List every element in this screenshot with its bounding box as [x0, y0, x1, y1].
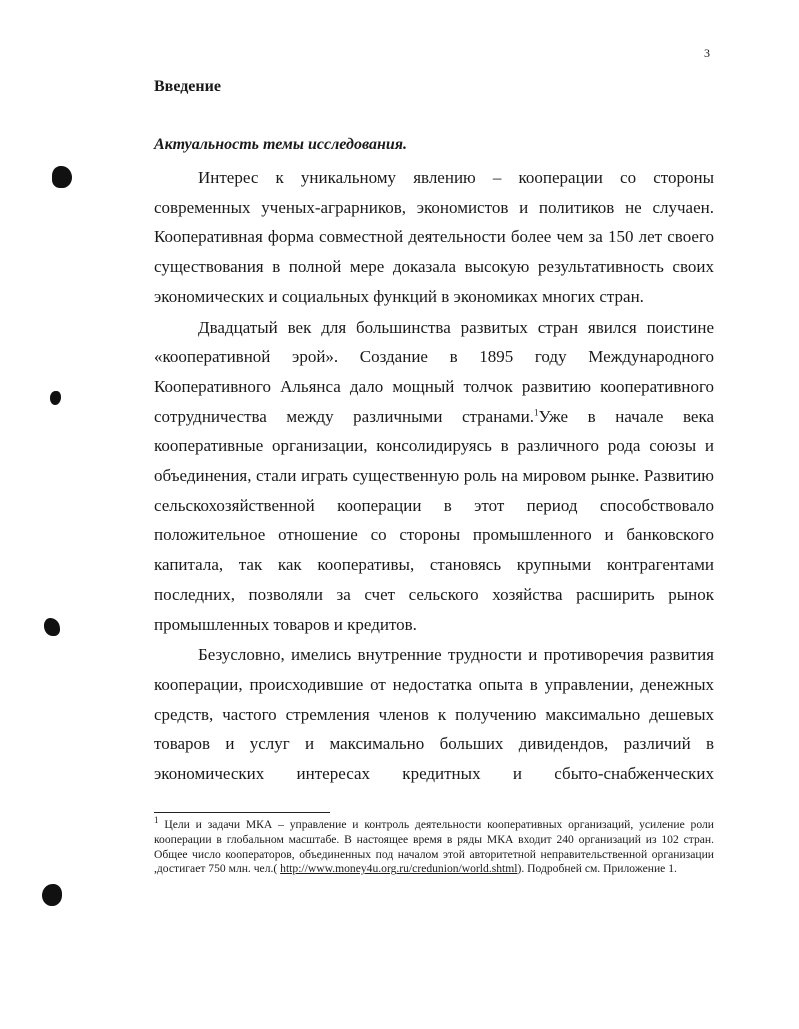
binder-hole-mark-3 — [44, 618, 60, 636]
body-text — [154, 163, 714, 789]
paragraph-2-part-2: Уже в начале века кооперативные организации, консолидируясь в различного рода союзы и объединения, стали играть существенную роль на мировом рынке. Развитию сельскохозяйственной кооперации в этот период способствовало положительное отношение со стороны промышленного и банковского капитала, так как кооперативы, становясь крупными контрагентами последних, позволяли за счет сельского хозяйства расширить рынок промышленных товаров и кредитов. — [154, 406, 714, 634]
footnote-marker: 1 — [154, 815, 159, 826]
binder-hole-mark-1 — [52, 166, 72, 188]
footnote-link[interactable]: http://www.money4u.org.ru/credunion/world.shtml — [280, 862, 518, 876]
paragraph-2 — [154, 313, 714, 640]
footnote — [154, 815, 714, 877]
page-number: 3 — [704, 46, 710, 60]
paragraph-2-part-1: Двадцатый век для большинства развитых стран явился поистине «кооперативной эрой». Создание в 1895 году Международного Кооперативного Альянса дало мощный толчок развитию кооперативного сотрудничества между различными странами. — [154, 317, 714, 426]
paragraph-3: Безусловно, имелись внутренние трудности и противоречия развития кооперации, происходившие от недостатка опыта в управлении, денежных средств, частого стремления членов к получению максимально дешевых товаров и услуг и максимально больших дивидендов, различий в экономических интересах кредитных и сбыто-снабженческих — [154, 645, 714, 784]
paragraph-1: Интерес к уникальному явлению – кооперации со стороны современных ученых-аграрников, экономистов и политиков не случаен. Кооперативная форма совместной деятельности более чем за 150 лет своего существования в полной мере доказала высокую результативность своих экономических и социальных функций в экономиках многих стран. — [154, 168, 714, 306]
footnote-text-2: ). Подробней см. Приложение 1. — [517, 862, 677, 876]
subsection-heading: Актуальность темы исследования. — [154, 136, 407, 153]
footnote-separator — [154, 812, 330, 813]
section-heading: Введение — [154, 78, 221, 95]
binder-hole-mark-4 — [42, 884, 62, 906]
footnote-text-1: Цели и задачи МКА – управление и контроль деятельности кооперативных организаций, усиление роли кооперации в глобальном масштабе. В настоящее время в ряды МКА входит 240 организаций из 102 стран. Общее число кооператоров, объединенных под началом этой авторитетной неправительственной организации ,достигает 750 млн. чел.( — [154, 818, 714, 876]
binder-hole-mark-2 — [50, 391, 61, 405]
footnote-reference[interactable]: 1 — [533, 406, 539, 417]
